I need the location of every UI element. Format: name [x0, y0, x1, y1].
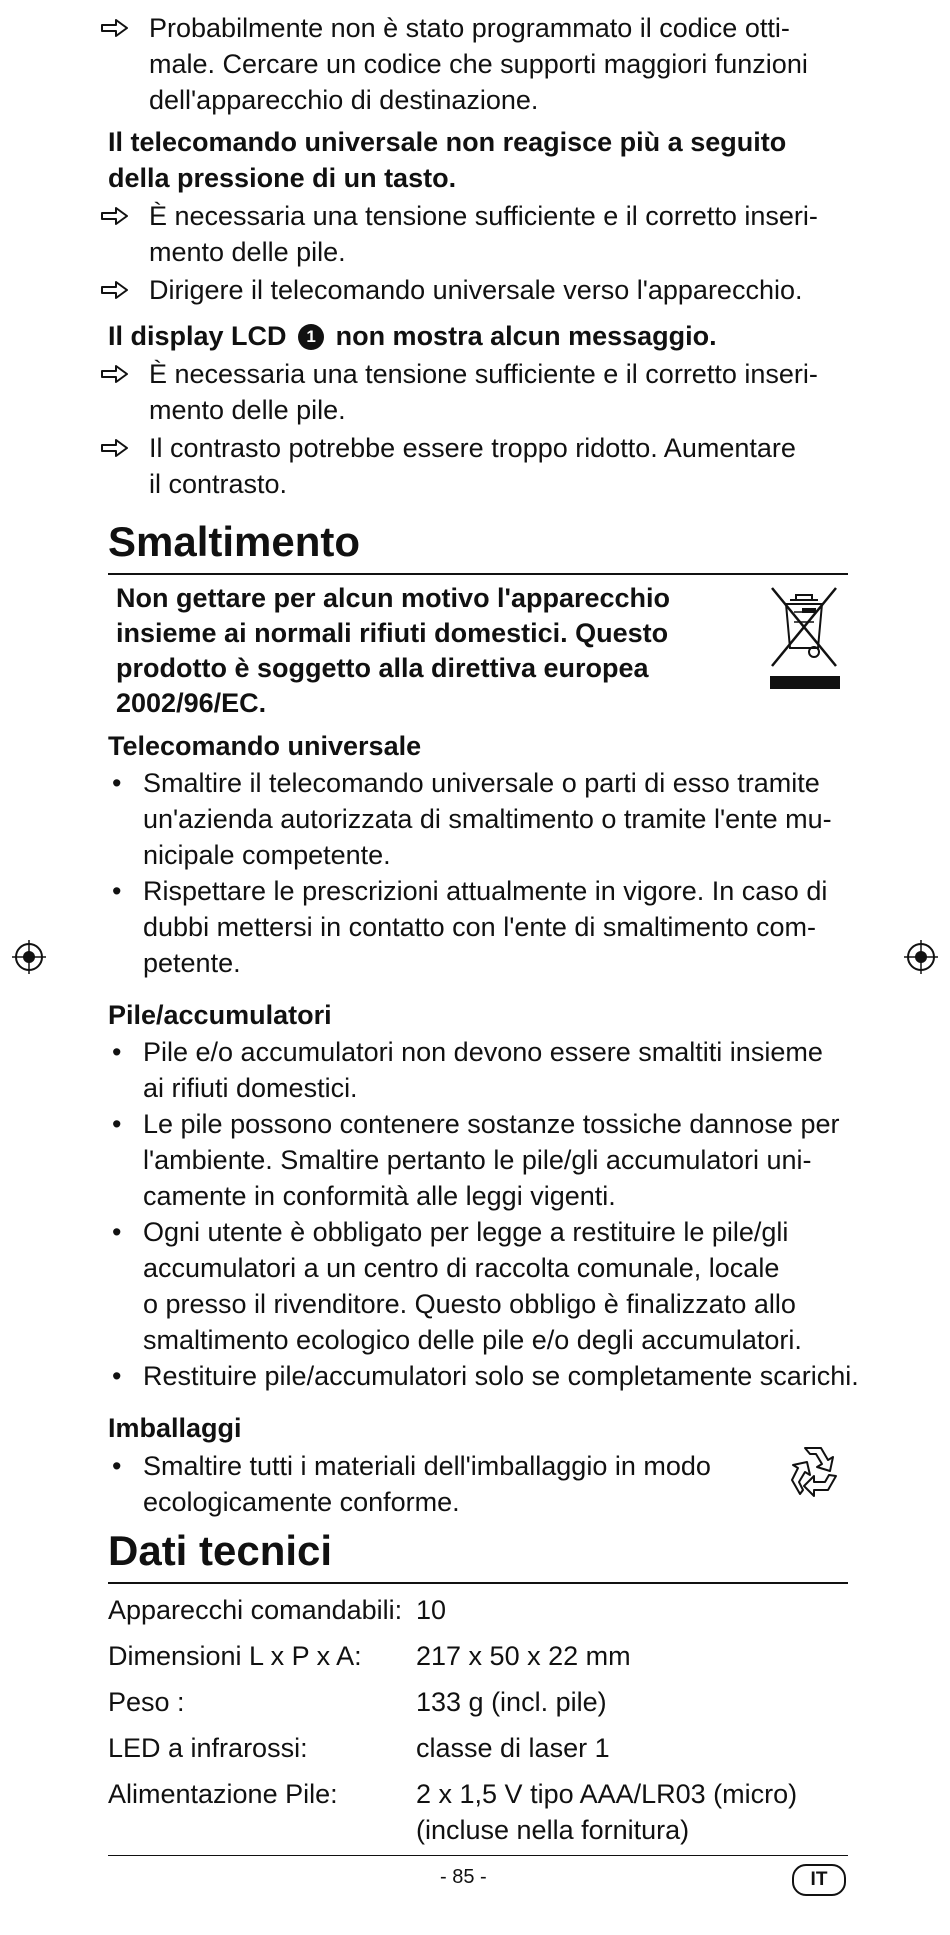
- troubleshoot-text: Il contrasto potrebbe essere troppo ridotto. Aumentare: [149, 433, 796, 463]
- troubleshoot-text: Probabilmente non è stato programmato il codice otti-: [149, 13, 790, 43]
- disposal-warning: Non gettare per alcun motivo l'apparecchio: [116, 583, 671, 613]
- problem-heading: Il telecomando universale non reagisce più a seguito: [108, 127, 787, 157]
- bullet-text: l'ambiente. Smaltire pertanto le pile/gli accumulatori uni-: [143, 1145, 812, 1175]
- arrow-icon: [100, 356, 134, 392]
- bullet-text: ai rifiuti domestici.: [143, 1073, 358, 1103]
- bullet-icon: •: [112, 1451, 122, 1481]
- bullet-text: ecologicamente conforme.: [143, 1487, 460, 1517]
- bullet-text: camente in conformità alle leggi vigenti.: [143, 1181, 616, 1211]
- bullet-text: nicipale competente.: [143, 840, 391, 870]
- subsection-heading: Telecomando universale: [108, 731, 422, 761]
- footer-divider: [108, 1855, 848, 1856]
- arrow-icon: [100, 198, 134, 234]
- disposal-warning: prodotto è soggetto alla direttiva europea: [116, 653, 649, 683]
- arrow-icon: [100, 430, 134, 466]
- spec-value: (incluse nella fornitura): [416, 1815, 690, 1845]
- disposal-warning: 2002/96/EC.: [116, 688, 267, 718]
- spec-value: classe di laser 1: [416, 1733, 610, 1763]
- bullet-text: Restituire pile/accumulatori solo se completamente scarichi.: [143, 1361, 859, 1391]
- spec-label: Alimentazione Pile:: [108, 1779, 338, 1809]
- problem-heading: [108, 318, 717, 354]
- registration-mark-icon: [12, 940, 46, 974]
- spec-label: LED a infrarossi:: [108, 1733, 308, 1763]
- troubleshoot-text: È necessaria una tensione sufficiente e il corretto inseri-: [149, 359, 818, 389]
- heading-text: Il display LCD: [108, 321, 287, 351]
- recycle-icon: [780, 1440, 846, 1506]
- bullet-text: Rispettare le prescrizioni attualmente in vigore. In caso di: [143, 876, 828, 906]
- bullet-icon: •: [112, 768, 122, 798]
- troubleshoot-text: male. Cercare un codice che supporti maggiori funzioni: [149, 49, 808, 79]
- bullet-text: accumulatori a un centro di raccolta comunale, locale: [143, 1253, 780, 1283]
- bullet-text: Le pile possono contenere sostanze tossiche dannose per: [143, 1109, 840, 1139]
- bullet-icon: •: [112, 1217, 122, 1247]
- spec-value: 2 x 1,5 V tipo AAA/LR03 (micro): [416, 1779, 798, 1809]
- bullet-text: smaltimento ecologico delle pile e/o degli accumulatori.: [143, 1325, 802, 1355]
- registration-mark-icon: [904, 940, 938, 974]
- section-title-dati-tecnici: Dati tecnici: [108, 1527, 333, 1574]
- subsection-heading: Pile/accumulatori: [108, 1000, 332, 1030]
- spec-label: Apparecchi comandabili:: [108, 1595, 403, 1625]
- section-divider: [108, 1582, 848, 1584]
- bullet-icon: •: [112, 1361, 122, 1391]
- heading-text: non mostra alcun messaggio.: [335, 321, 717, 351]
- bullet-text: dubbi mettersi in contatto con l'ente di smaltimento com-: [143, 912, 816, 942]
- section-title-smaltimento: Smaltimento: [108, 518, 361, 565]
- spec-label: Peso :: [108, 1687, 185, 1717]
- spec-value: 10: [416, 1595, 447, 1625]
- language-badge: IT: [792, 1864, 846, 1896]
- arrow-icon: [100, 10, 134, 46]
- bullet-text: Smaltire tutti i materiali dell'imballaggio in modo: [143, 1451, 711, 1481]
- bullet-icon: •: [112, 1037, 122, 1067]
- troubleshoot-text: Dirigere il telecomando universale verso l'apparecchio.: [149, 275, 803, 305]
- bullet-text: Pile e/o accumulatori non devono essere smaltiti insieme: [143, 1037, 823, 1067]
- bullet-icon: •: [112, 876, 122, 906]
- spec-label: Dimensioni L x P x A:: [108, 1641, 362, 1671]
- troubleshoot-text: il contrasto.: [149, 469, 288, 499]
- troubleshoot-text: dell'apparecchio di destinazione.: [149, 85, 539, 115]
- disposal-warning: insieme ai normali rifiuti domestici. Questo: [116, 618, 669, 648]
- arrow-icon: [100, 272, 134, 308]
- bullet-text: o presso il rivenditore. Questo obbligo è finalizzato allo: [143, 1289, 796, 1319]
- spec-value: 217 x 50 x 22 mm: [416, 1641, 631, 1671]
- bullet-text: Ogni utente è obbligato per legge a restituire le pile/gli: [143, 1217, 789, 1247]
- circled-number-1-icon: 1: [298, 324, 324, 350]
- troubleshoot-text: È necessaria una tensione sufficiente e il corretto inseri-: [149, 201, 818, 231]
- bullet-icon: •: [112, 1109, 122, 1139]
- page-number: - 85 -: [440, 1866, 487, 1888]
- problem-heading: della pressione di un tasto.: [108, 163, 457, 193]
- bullet-text: un'azienda autorizzata di smaltimento o tramite l'ente mu-: [143, 804, 832, 834]
- troubleshoot-text: mento delle pile.: [149, 237, 346, 267]
- subsection-heading: Imballaggi: [108, 1413, 242, 1443]
- section-divider: [108, 573, 848, 575]
- bullet-text: petente.: [143, 948, 241, 978]
- troubleshoot-text: mento delle pile.: [149, 395, 346, 425]
- bullet-text: Smaltire il telecomando universale o parti di esso tramite: [143, 768, 820, 798]
- spec-value: 133 g (incl. pile): [416, 1687, 607, 1717]
- crossed-out-wheelie-bin-icon: [764, 582, 844, 692]
